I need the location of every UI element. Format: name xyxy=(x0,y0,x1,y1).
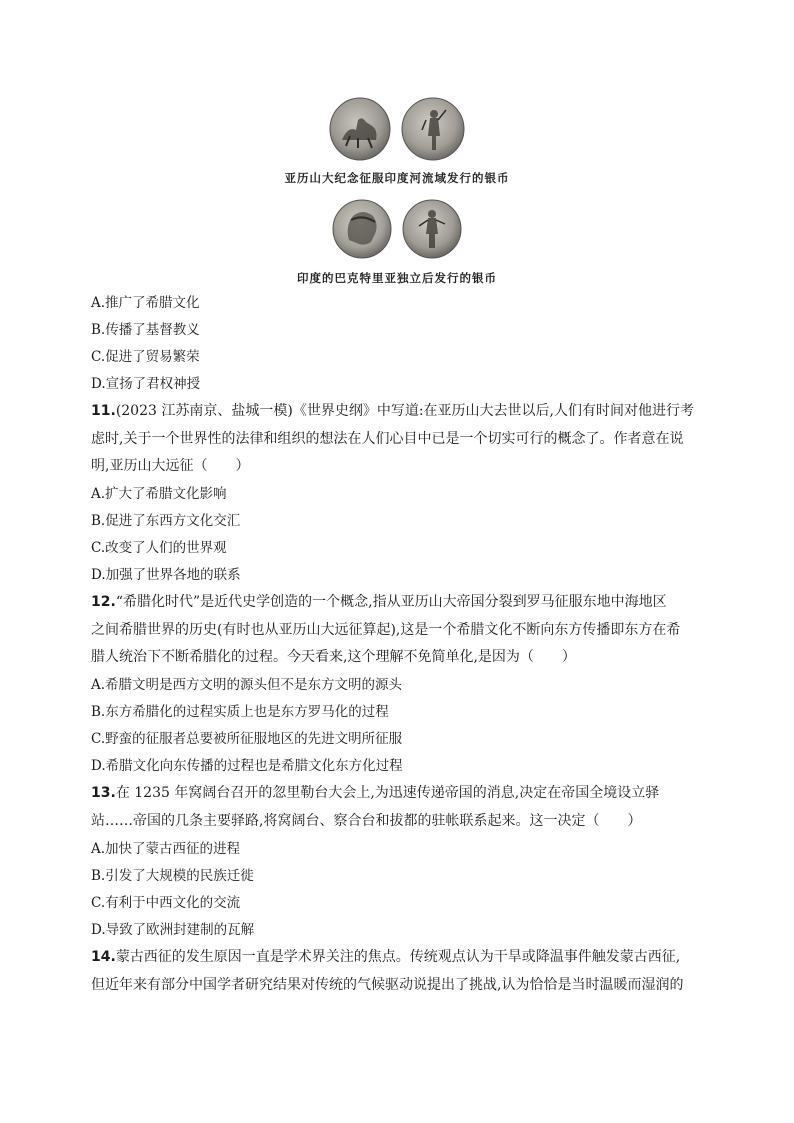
q10-option-a: A.推广了希腊文化 xyxy=(91,295,200,311)
q10-option-d: D.宣扬了君权神授 xyxy=(91,376,201,392)
q13-stem-text-1: 在 1235 年窝阔台召开的忽里勒台大会上,为迅速传递帝国的消息,决定在帝国全境设立驿 xyxy=(115,785,660,801)
bactria-coin-reverse-image xyxy=(401,198,463,260)
q11-stem-line-3: 明,亚历山大远征（ ） xyxy=(91,458,250,474)
q12-option-a: A.希腊文明是西方文明的源头但不是东方文明的源头 xyxy=(91,677,403,693)
q11-option-d: D.加强了世界各地的联系 xyxy=(91,567,241,583)
q13-option-a: A.加快了蒙古西征的进程 xyxy=(91,841,241,857)
coin-figure-row-2 xyxy=(0,198,794,260)
q13-number: 13. xyxy=(91,785,116,801)
q13-option-d: D.导致了欧洲封建制的瓦解 xyxy=(91,922,255,938)
q11-option-b: B.促进了东西方文化交汇 xyxy=(91,513,241,529)
q14-stem-line-1 xyxy=(91,948,680,966)
q11-option-c: C.改变了人们的世界观 xyxy=(91,540,227,556)
figure-caption-2: 印度的巴克特里亚独立后发行的银币 xyxy=(297,271,497,285)
q12-option-b: B.东方希腊化的过程实质上也是东方罗马化的过程 xyxy=(91,704,389,720)
q12-stem-text-1: “希腊化时代”是近代史学创造的一个概念,指从亚历山大帝国分裂到罗马征服东地中海地区 xyxy=(115,594,667,610)
q13-stem-line-2: 站……帝国的几条主要驿路,将窝阔台、察合台和拔都的驻帐联系起来。这一决定（ ） xyxy=(91,813,642,829)
q10-option-b: B.传播了基督教义 xyxy=(91,322,200,338)
q13-option-b: B.引发了大规模的民族迁徙 xyxy=(91,868,254,884)
q12-number: 12. xyxy=(91,594,116,610)
q11-number: 11. xyxy=(91,403,116,419)
q12-stem-line-1 xyxy=(91,593,667,611)
q11-stem-line-2: 虑时,关于一个世界性的法律和组织的想法在人们心目中已是一个切实可行的概念了。作者意在说 xyxy=(91,431,684,447)
q14-stem-line-2: 但近年来有部分中国学者研究结果对传统的气候驱动说提出了挑战,认为恰恰是当时温暖而湿润的 xyxy=(91,977,684,993)
alexander-coin-reverse-image xyxy=(400,96,466,162)
q14-number: 14. xyxy=(91,949,116,965)
q11-stem-text-1: (2023 江苏南京、盐城一模)《世界史纲》中写道:在亚历山大去世以后,人们有时间对他进行考 xyxy=(115,403,694,419)
alexander-coin-obverse-image xyxy=(328,96,392,162)
q14-stem-text-1: 蒙古西征的发生原因一直是学术界关注的焦点。传统观点认为干旱或降温事件触发蒙古西征, xyxy=(115,949,681,965)
q13-option-c: C.有利于中西文化的交流 xyxy=(91,895,241,911)
q12-option-c: C.野蛮的征服者总要被所征服地区的先进文明所征服 xyxy=(91,731,403,747)
figure-caption-1: 亚历山大纪念征服印度河流域发行的银币 xyxy=(284,171,510,185)
coin-figure-row-1 xyxy=(0,96,794,162)
q12-stem-line-3: 腊人统治下不断希腊化的过程。今天看来,这个理解不免简单化,是因为（ ） xyxy=(91,649,576,665)
bactria-coin-obverse-image xyxy=(331,198,393,260)
q13-stem-line-1 xyxy=(91,784,659,802)
q12-option-d: D.希腊文化向东传播的过程也是希腊文化东方化过程 xyxy=(91,758,403,774)
q11-option-a: A.扩大了希腊文化影响 xyxy=(91,486,227,502)
q12-stem-line-2: 之间希腊世界的历史(有时也从亚历山大远征算起),这是一个希腊文化不断向东方传播即东方在希 xyxy=(91,622,681,638)
q10-option-c: C.促进了贸易繁荣 xyxy=(91,349,200,365)
q11-stem-line-1 xyxy=(91,402,694,420)
